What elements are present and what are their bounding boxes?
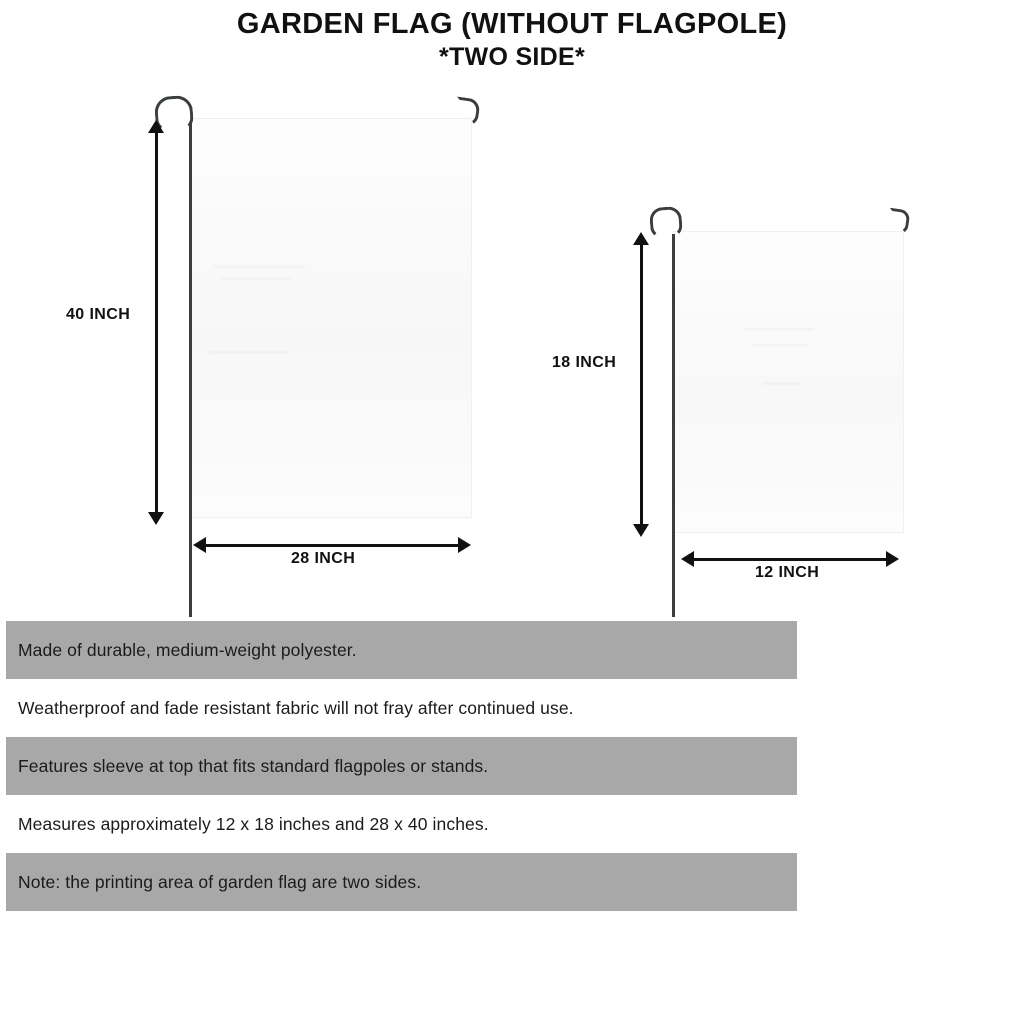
large-flag-height-dimension-line <box>155 130 158 515</box>
title-primary: GARDEN FLAG (WITHOUT FLAGPOLE) <box>236 8 788 40</box>
feature-text: Weatherproof and fade resistant fabric will not fray after continued use. <box>18 697 574 718</box>
fabric-fold <box>752 344 808 347</box>
feature-text: Measures approximately 12 x 18 inches and 28 x 40 inches. <box>18 813 489 834</box>
feature-text: Made of durable, medium-weight polyester. <box>18 639 357 660</box>
page-title <box>0 6 1024 72</box>
list-item <box>6 737 797 795</box>
large-flag-width-dimension-line <box>205 544 460 547</box>
feature-list <box>6 621 797 911</box>
small-flag-height-arrow-top <box>633 232 649 245</box>
small-flag-height-dimension-line <box>640 242 643 527</box>
large-flag-height-label: 40 INCH <box>66 306 131 323</box>
small-flag-height-arrow-bottom <box>633 524 649 537</box>
large-flag-width-arrow-left <box>193 537 206 553</box>
fabric-fold <box>209 351 289 354</box>
large-flag-width-label: 28 INCH <box>291 550 356 567</box>
small-flag-width-arrow-right <box>886 551 899 567</box>
list-item <box>6 853 797 911</box>
small-flag-pole-end-hook-icon <box>886 208 910 236</box>
feature-text: Note: the printing area of garden flag are two sides. <box>18 871 422 892</box>
fabric-fold <box>762 382 802 385</box>
large-flag-height-arrow-top <box>148 120 164 133</box>
small-flag-stand-pole <box>672 234 675 617</box>
large-flag-pole-end-hook-icon <box>453 96 481 127</box>
fabric-fold <box>221 277 291 280</box>
large-flag-height-arrow-bottom <box>148 512 164 525</box>
large-flag-stand-pole <box>189 122 192 617</box>
small-flag-fabric <box>673 231 904 533</box>
list-item <box>6 795 797 853</box>
small-flag-width-label: 12 INCH <box>755 564 820 581</box>
small-flag-pole-hook-icon <box>649 206 683 239</box>
small-flag-height-label: 18 INCH <box>552 354 617 371</box>
fabric-fold <box>213 265 305 268</box>
small-flag-width-dimension-line <box>692 558 888 561</box>
title-secondary: *TWO SIDE* <box>438 43 586 72</box>
list-item <box>6 679 797 737</box>
large-flag-fabric <box>190 118 472 518</box>
large-flag-width-arrow-right <box>458 537 471 553</box>
feature-text: Features sleeve at top that fits standard flagpoles or stands. <box>18 755 489 776</box>
list-item <box>6 621 797 679</box>
small-flag-width-arrow-left <box>681 551 694 567</box>
fabric-fold <box>744 328 814 331</box>
